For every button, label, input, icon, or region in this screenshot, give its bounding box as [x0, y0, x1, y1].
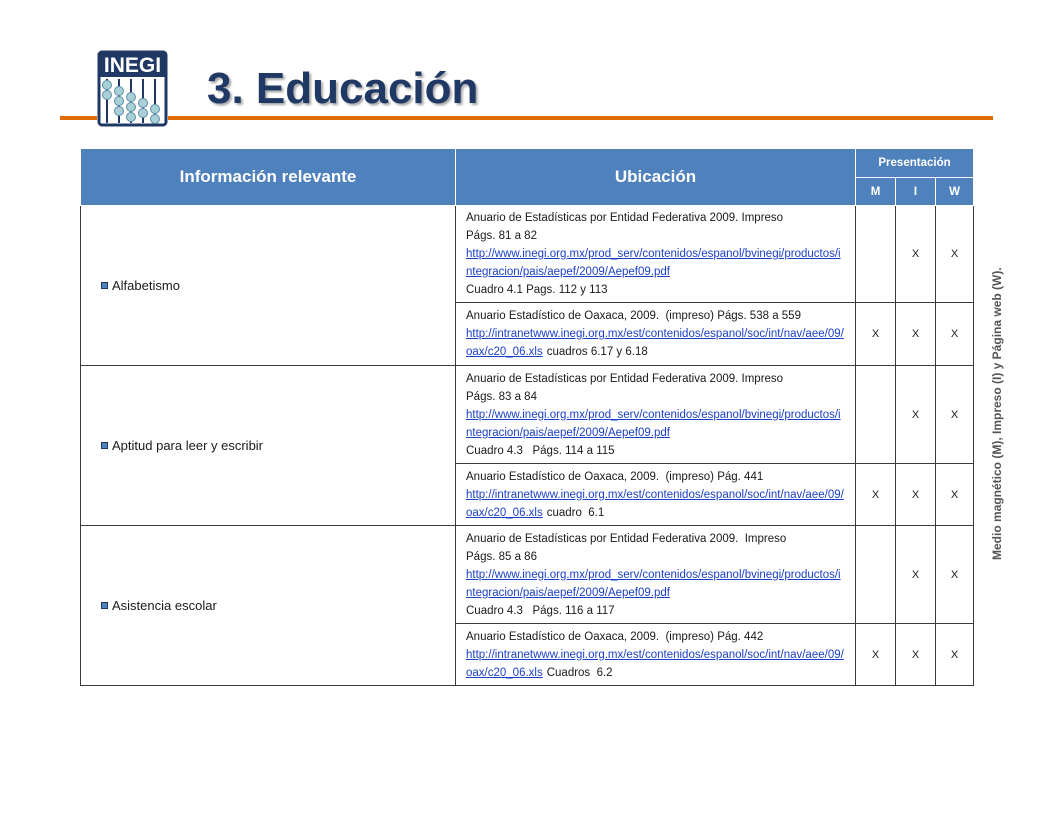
source-text: Anuario de Estadísticas por Entidad Federativa 2009. Impreso	[466, 372, 784, 385]
page-title: 3. Educación	[207, 64, 479, 113]
table-row	[81, 366, 974, 464]
location-cell	[456, 206, 856, 303]
location-cell	[456, 624, 856, 686]
topic-label: Alfabetismo	[112, 278, 180, 293]
source-text: Anuario Estadístico de Oaxaca, 2009. (impreso) Pág. 441	[466, 470, 764, 483]
mark-m: X	[856, 303, 896, 366]
table-reference: cuadros 6.17 y 6.18	[546, 346, 648, 358]
topic-cell	[81, 526, 456, 686]
source-link[interactable]: http://intranetwww.inegi.org.mx/est/contenidos/espanol/soc/int/nav/aee/09/oax/c20_06.xls	[466, 488, 844, 519]
column-header-location: Ubicación	[456, 149, 856, 206]
table-reference: Cuadro 4.3 Págs. 116 a 117	[466, 604, 615, 617]
bullet-icon	[101, 282, 108, 289]
mark-m	[856, 206, 896, 303]
source-link[interactable]: http://intranetwww.inegi.org.mx/est/contenidos/espanol/soc/int/nav/aee/09/oax/c20_06.xls	[466, 328, 844, 358]
topic-cell	[81, 206, 456, 366]
table-header-row	[81, 149, 974, 178]
bullet-icon	[101, 442, 108, 449]
pages-text: Págs. 81 a 82	[466, 230, 537, 242]
column-header-info: Información relevante	[81, 149, 456, 206]
column-header-m: M	[856, 178, 896, 206]
mark-w: X	[936, 526, 974, 624]
mark-w: X	[936, 366, 974, 464]
source-link[interactable]: http://www.inegi.org.mx/prod_serv/contenidos/espanol/bvinegi/productos/integracion/pais/aepef/2009/Aepef09.pdf	[466, 248, 841, 278]
mark-i: X	[896, 624, 936, 686]
location-cell	[456, 526, 856, 624]
presentation-legend: Medio magnético (M), Impreso (I) y Página web (W).	[990, 267, 1004, 561]
source-link[interactable]: http://www.inegi.org.mx/prod_serv/contenidos/espanol/bvinegi/productos/integracion/pais/aepef/2009/Aepef09.pdf	[466, 568, 841, 599]
table-reference: cuadro 6.1	[546, 506, 605, 519]
mark-w: X	[936, 303, 974, 366]
mark-w: X	[936, 464, 974, 526]
svg-text:INEGI: INEGI	[103, 54, 162, 77]
pages-text: Págs. 83 a 84	[466, 390, 537, 403]
pages-text: Págs. 85 a 86	[466, 550, 537, 563]
topic-label: Asistencia escolar	[112, 598, 217, 613]
source-link[interactable]: http://www.inegi.org.mx/prod_serv/contenidos/espanol/bvinegi/productos/integracion/pais/aepef/2009/Aepef09.pdf	[466, 408, 841, 439]
table-row	[81, 526, 974, 624]
source-text: Anuario Estadístico de Oaxaca, 2009. (impreso) Pág. 442	[466, 630, 764, 643]
table-reference: Cuadro 4.1 Pags. 112 y 113	[466, 284, 608, 296]
title-underline	[60, 116, 993, 120]
source-link[interactable]: http://intranetwww.inegi.org.mx/est/contenidos/espanol/soc/int/nav/aee/09/oax/c20_06.xls	[466, 648, 844, 679]
table-reference: Cuadro 4.3 Págs. 114 a 115	[466, 444, 615, 457]
mark-m	[856, 526, 896, 624]
location-cell	[456, 303, 856, 366]
inegi-logo	[97, 50, 168, 127]
source-text: Anuario Estadístico de Oaxaca, 2009. (impreso) Págs. 538 a 559	[466, 310, 801, 322]
education-info-table	[80, 148, 974, 686]
mark-i: X	[896, 526, 936, 624]
column-header-i: I	[896, 178, 936, 206]
mark-m: X	[856, 624, 896, 686]
source-text: Anuario de Estadísticas por Entidad Federativa 2009. Impreso	[466, 532, 787, 545]
location-cell	[456, 366, 856, 464]
mark-i: X	[896, 464, 936, 526]
column-header-w: W	[936, 178, 974, 206]
table-row	[81, 206, 974, 303]
bullet-icon	[101, 602, 108, 609]
mark-m: X	[856, 464, 896, 526]
inegi-logo-graphic	[97, 50, 168, 127]
mark-i: X	[896, 366, 936, 464]
mark-i: X	[896, 206, 936, 303]
source-text: Anuario de Estadísticas por Entidad Federativa 2009. Impreso	[466, 212, 784, 224]
mark-w: X	[936, 624, 974, 686]
table-reference: Cuadros 6.2	[546, 666, 613, 679]
mark-i: X	[896, 303, 936, 366]
mark-w: X	[936, 206, 974, 303]
column-header-presentation: Presentación	[856, 149, 974, 178]
topic-label: Aptitud para leer y escribir	[112, 438, 264, 453]
mark-m	[856, 366, 896, 464]
location-cell	[456, 464, 856, 526]
topic-cell	[81, 366, 456, 526]
